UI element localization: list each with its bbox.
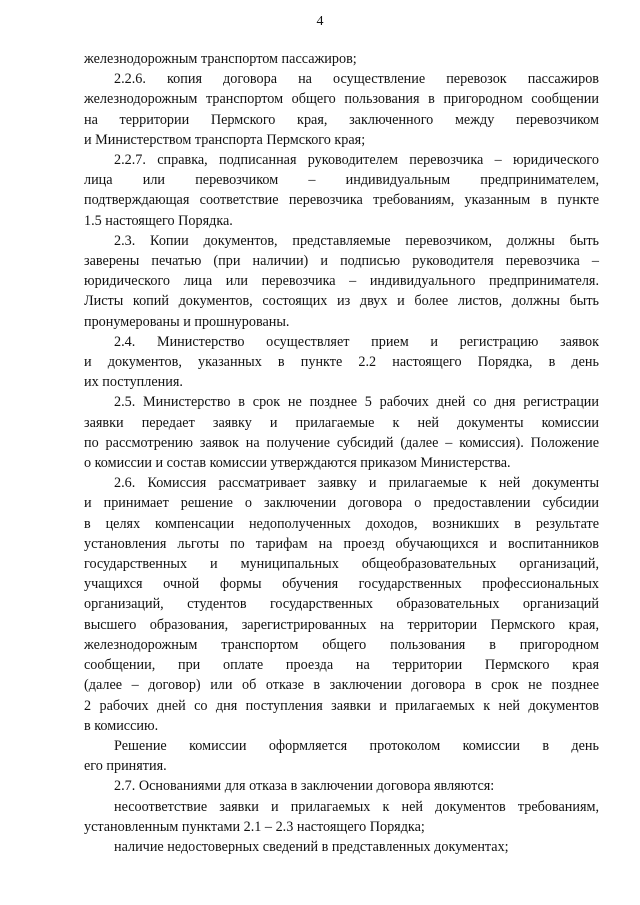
- text-line: железнодорожным транспортом пассажиров;: [84, 51, 357, 67]
- paragraph-p-2-7: [84, 776, 599, 796]
- text-line: сообщении, при оплате проезда на территории Пермского края: [84, 657, 599, 674]
- text-line: и Министерством транспорта Пермского края;: [84, 131, 366, 148]
- text-line: 2 рабочих дней со дня поступления заявки и прилагаемых к ней документов: [84, 697, 599, 714]
- paragraph-p-2-2-6: [84, 69, 599, 150]
- text-line: его принятия.: [84, 758, 167, 775]
- text-line: на территории Пермского края, заключенного между перевозчиком: [84, 111, 599, 128]
- text-line: о комиссии и состав комиссии утверждаются приказом Министерства.: [84, 455, 511, 472]
- text-line: лица или перевозчиком – индивидуальным предпринимателем,: [84, 172, 599, 189]
- text-line: 2.6. Комиссия рассматривает заявку и прилагаемые к ней документы: [114, 475, 599, 492]
- text-line: в комиссию.: [84, 717, 159, 734]
- text-line: в целях компенсации недополученных доходов, возникших в результате: [84, 515, 599, 532]
- text-line: железнодорожным транспортом общего пользования в пригородном сообщении: [84, 91, 599, 108]
- text-line: 2.5. Министерство в срок не позднее 5 рабочих дней со дня регистрации: [114, 394, 599, 411]
- text-line: 2.2.6. копия договора на осуществление перевозок пассажиров: [114, 71, 599, 88]
- paragraph-p-2-3: [84, 231, 599, 332]
- text-line: и документов, указанных в пункте 2.2 настоящего Порядка, в день: [84, 354, 599, 371]
- paragraph-p-2-2-7: [84, 150, 599, 231]
- text-line: государственных и муниципальных общеобразовательных организаций,: [84, 556, 599, 573]
- text-line: 2.4. Министерство осуществляет прием и регистрацию заявок: [114, 333, 599, 350]
- paragraph-p-decision: [84, 736, 599, 776]
- text-line: 2.2.7. справка, подписанная руководителем перевозчика – юридического: [114, 152, 599, 169]
- page-number: 4: [316, 14, 324, 29]
- paragraph-p-2-6: [84, 473, 599, 736]
- text-line: подтверждающая соответствие перевозчика требованиям, указанным в пункте: [84, 192, 599, 209]
- text-line: высшего образования, зарегистрированных на территории Пермского края,: [84, 616, 599, 633]
- text-line: установления льготы по тарифам на проезд обучающихся и воспитанников: [84, 535, 599, 552]
- text-line: несоответствие заявки и прилагаемых к ней документов требованиям,: [114, 798, 599, 815]
- text-line: юридического лица или перевозчика – индивидуального предпринимателя.: [84, 273, 599, 290]
- text-line: 2.3. Копии документов, представляемые перевозчиком, должны быть: [114, 232, 599, 249]
- text-line: 1.5 настоящего Порядка.: [84, 212, 233, 229]
- paragraph-p0: [84, 49, 599, 69]
- text-line: наличие недостоверных сведений в представленных документах;: [114, 838, 509, 855]
- paragraph-p-2-4: [84, 332, 599, 393]
- text-line: организаций, студентов государственных образовательных организаций: [84, 596, 599, 613]
- text-line: железнодорожным транспортом общего пользования в пригородном: [84, 636, 599, 653]
- paragraph-p-reason-1: [84, 797, 599, 837]
- text-line: установленным пунктами 2.1 – 2.3 настоящего Порядка;: [84, 818, 425, 835]
- text-line: заверены печатью (при наличии) и подписью руководителя перевозчика –: [84, 253, 599, 270]
- text-line: учащихся очной формы обучения государственных профессиональных: [84, 576, 599, 593]
- text-line: (далее – договор) или об отказе в заключении договора в срок не позднее: [84, 677, 599, 694]
- text-line: Решение комиссии оформляется протоколом комиссии в день: [114, 737, 599, 754]
- text-line: и принимает решение о заключении договора о предоставлении субсидии: [84, 495, 599, 512]
- text-line: 2.7. Основаниями для отказа в заключении договора являются:: [114, 778, 495, 795]
- document-body: [84, 49, 599, 857]
- text-line: их поступления.: [84, 374, 183, 391]
- paragraph-p-2-5: [84, 392, 599, 473]
- text-line: пронумерованы и прошнурованы.: [84, 313, 290, 330]
- paragraph-p-reason-2: [84, 837, 599, 857]
- text-line: по рассмотрению заявок на получение субсидий (далее – комиссия). Положение: [84, 434, 599, 451]
- text-line: заявки передает заявку и прилагаемые к ней документы комиссии: [84, 414, 599, 431]
- text-line: Листы копий документов, состоящих из двух и более листов, должны быть: [84, 293, 599, 310]
